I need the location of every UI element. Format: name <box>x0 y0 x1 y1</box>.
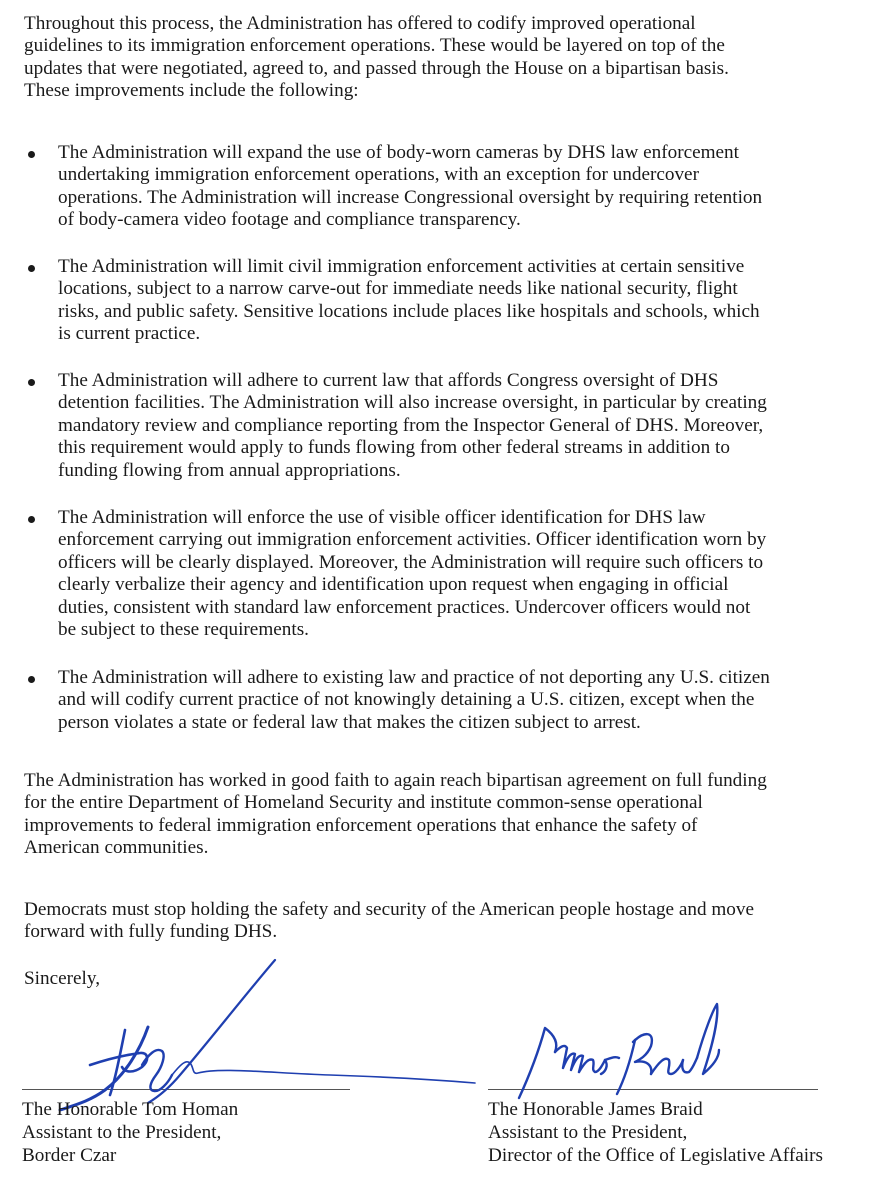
summary-line: American communities. <box>24 837 209 859</box>
bullet-line: be subject to these requirements. <box>58 619 309 641</box>
bullet-icon <box>28 151 35 158</box>
signer-title: Assistant to the President, <box>488 1121 688 1143</box>
bullet-line: operations. The Administration will increase Congressional oversight by requiring retention <box>58 186 763 208</box>
bullet-line: The Administration will adhere to existing law and practice of not deporting any U.S. citizen <box>58 667 770 688</box>
bullet-text <box>58 507 888 641</box>
summary-paragraph <box>24 770 884 860</box>
summary-line: The Administration has worked in good faith to again reach bipartisan agreement on full funding <box>24 770 767 791</box>
bullet-line: mandatory review and compliance reporting from the Inspector General of DHS. Moreover, <box>58 414 764 436</box>
signature-braid-icon <box>505 990 735 1105</box>
call-to-action-line: forward with fully funding DHS. <box>24 921 278 943</box>
bullet-line: funding flowing from annual appropriations. <box>58 459 401 481</box>
call-to-action-line: Democrats must stop holding the safety and security of the American people hostage and move <box>24 899 754 920</box>
bullet-text <box>58 370 888 482</box>
bullet-line: duties, consistent with standard law enforcement practices. Undercover officers would not <box>58 596 751 618</box>
bullet-line: The Administration will adhere to current law that affords Congress oversight of DHS <box>58 370 719 391</box>
bullet-icon <box>28 676 35 683</box>
bullet-line: person violates a state or federal law that makes the citizen subject to arrest. <box>58 711 641 733</box>
signer-role: Border Czar <box>22 1144 117 1166</box>
bullet-line: enforcement carrying out immigration enforcement activities. Officer identification worn by <box>58 529 767 551</box>
bullet-line: detention facilities. The Administration will also increase oversight, in particular by creating <box>58 392 767 414</box>
signer-block-braid <box>488 1099 823 1167</box>
bullet-icon <box>28 265 35 272</box>
bullet-line: and will codify current practice of not knowingly detaining a U.S. citizen, except when the <box>58 689 755 711</box>
intro-paragraph <box>24 13 884 103</box>
bullet-line: The Administration will limit civil immigration enforcement activities at certain sensitive <box>58 256 745 277</box>
bullet-line: The Administration will enforce the use of visible officer identification for DHS law <box>58 507 706 528</box>
bullet-text <box>58 256 888 346</box>
bullet-line: clearly verbalize their agency and identification upon request when engaging in official <box>58 574 729 596</box>
intro-line: Throughout this process, the Administration has offered to codify improved operational <box>24 13 696 34</box>
bullet-line: risks, and public safety. Sensitive locations include places like hospitals and schools, which <box>58 300 760 322</box>
bullet-line: undertaking immigration enforcement operations, with an exception for undercover <box>58 164 699 186</box>
bullet-line: of body-camera video footage and compliance transparency. <box>58 209 521 231</box>
bullet-line: The Administration will expand the use of body-worn cameras by DHS law enforcement <box>58 142 739 163</box>
bullet-text <box>58 667 888 734</box>
bullet-line: is current practice. <box>58 323 201 345</box>
intro-line: guidelines to its immigration enforcement operations. These would be layered on top of the <box>24 35 725 57</box>
bullet-line: officers will be clearly displayed. Moreover, the Administration will require such officers to <box>58 551 764 573</box>
signer-title: Assistant to the President, <box>22 1121 222 1143</box>
bullet-icon <box>28 516 35 523</box>
summary-line: for the entire Department of Homeland Security and institute common-sense operational <box>24 792 703 814</box>
signer-name: The Honorable Tom Homan <box>22 1099 239 1120</box>
intro-line: These improvements include the following: <box>24 80 359 102</box>
signer-block-homan <box>22 1099 238 1167</box>
closing-salutation: Sincerely, <box>24 968 101 989</box>
bullet-text <box>58 142 888 232</box>
bullet-line: this requirement would apply to funds flowing from other federal streams in addition to <box>58 437 730 459</box>
signer-role: Director of the Office of Legislative Affairs <box>488 1144 823 1166</box>
bullet-line: locations, subject to a narrow carve-out for immediate needs like national security, flight <box>58 278 738 300</box>
signer-name: The Honorable James Braid <box>488 1099 703 1120</box>
summary-line: improvements to federal immigration enforcement operations that enhance the safety of <box>24 814 698 836</box>
call-to-action-paragraph <box>24 899 884 944</box>
intro-line: updates that were negotiated, agreed to, and passed through the House on a bipartisan basis. <box>24 57 729 79</box>
bullet-icon <box>28 379 35 386</box>
